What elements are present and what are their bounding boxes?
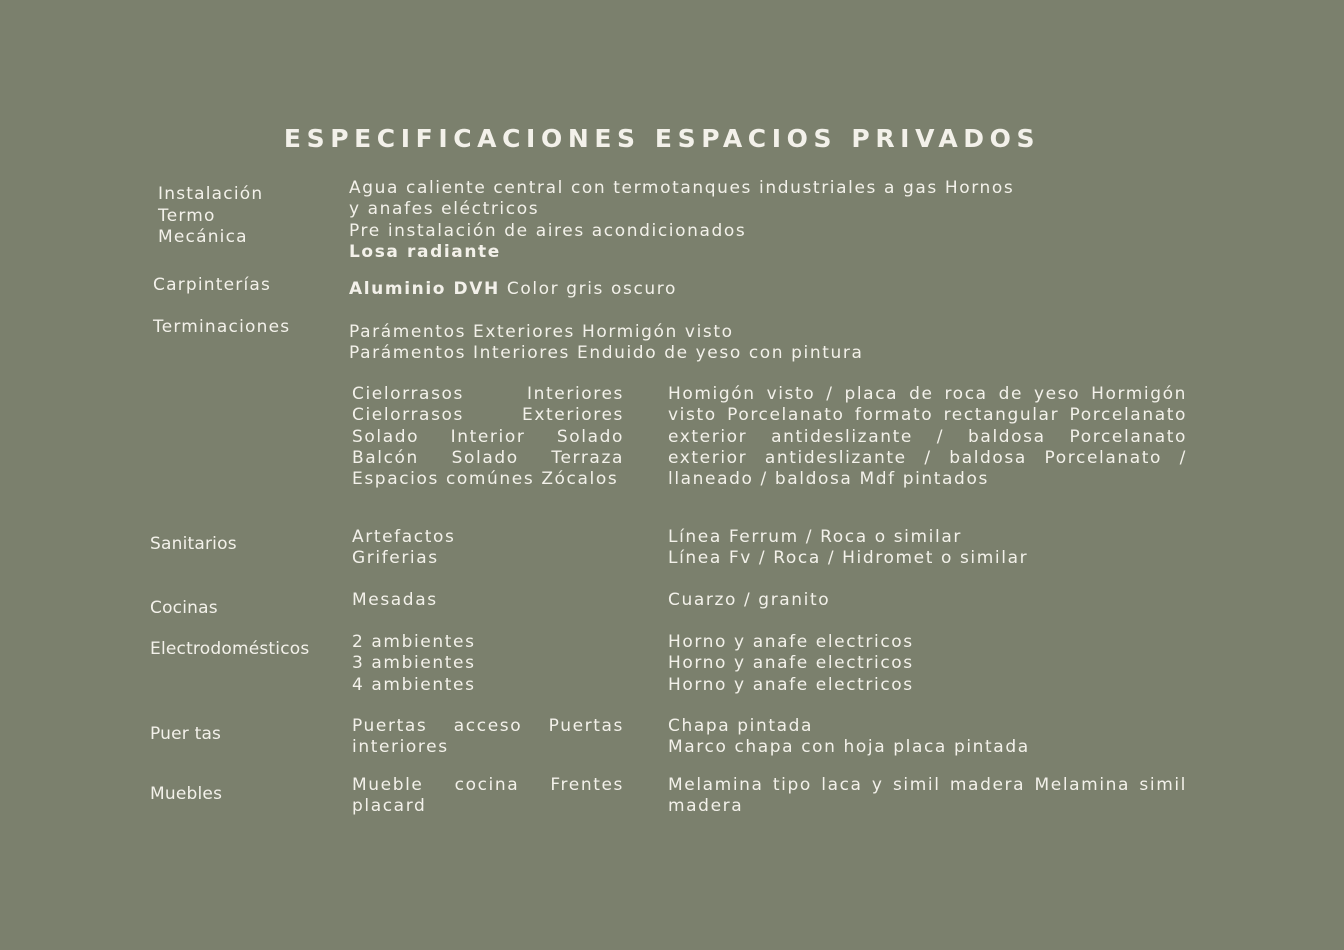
detail-line: Parámentos Exteriores Hormigón visto: [349, 322, 734, 342]
section-label-carpinterias: Carpinterías: [153, 275, 272, 295]
item-line: 3 ambientes: [352, 653, 476, 674]
section-label-sanitarios: Sanitarios: [150, 534, 237, 554]
desc-line: Línea Fv / Roca / Hidromet o similar: [668, 548, 1029, 569]
desc-line: Marco chapa con hoja placa pintada: [668, 737, 1030, 758]
label-line: Instalación: [158, 184, 264, 204]
item-line: Artefactos: [352, 527, 456, 547]
detail-line: Pre instalación de aires acondicionados: [349, 220, 747, 241]
muebles-descriptions: Melamina tipo laca y simil madera Melamina simil madera: [668, 775, 1187, 817]
label-line: Mecánica: [158, 227, 248, 247]
detail-bold: Aluminio DVH: [349, 279, 500, 299]
item-line: 2 ambientes: [352, 632, 476, 652]
cocinas-description: Cuarzo / granito: [668, 590, 831, 610]
terminaciones-items: Cielorrasos Interiores Cielorrasos Exteriores Solado Interior Solado Balcón Solado Terraza Espacios comúnes Zócalos: [352, 384, 624, 490]
section-label-terminaciones: Terminaciones: [153, 317, 291, 337]
electro-descriptions: [668, 632, 914, 696]
item-line: Griferias: [352, 548, 439, 569]
muebles-items: Mueble cocina Frentes placard: [352, 775, 624, 817]
desc-line: Horno y anafe electricos: [668, 653, 914, 674]
detail-line: Agua caliente central con termotanques industriales a gas Hornos: [349, 178, 1015, 198]
detail-text: Color gris oscuro: [499, 279, 678, 299]
cocinas-item: Mesadas: [352, 590, 438, 610]
section-label-cocinas: Cocinas: [150, 598, 218, 618]
section-label-puertas: Puer tas: [150, 724, 222, 744]
label-line: Termo: [158, 205, 216, 226]
section-label-muebles: Muebles: [150, 784, 223, 804]
terminaciones-details: [349, 322, 864, 365]
instalacion-details: [349, 178, 1014, 263]
terminaciones-descriptions: Homigón visto / placa de roca de yeso Hormigón visto Porcelanato formato rectangular Porcelanato exterior antideslizante / baldosa Porcelanato exterior antideslizante / baldosa Porcelanato / llaneado / baldosa Mdf pintados: [668, 384, 1187, 490]
sanitarios-descriptions: [668, 527, 1028, 570]
desc-line: Horno y anafe electricos: [668, 632, 914, 652]
desc-line: Línea Ferrum / Roca o similar: [668, 527, 962, 547]
section-label-instalacion: [158, 184, 263, 249]
puertas-descriptions: [668, 716, 1030, 759]
page-title: ESPECIFICACIONES ESPACIOS PRIVADOS: [283, 124, 1041, 153]
desc-line: Horno y anafe electricos: [668, 674, 914, 695]
detail-line-bold: Losa radiante: [349, 241, 501, 262]
desc-line: Chapa pintada: [668, 716, 814, 736]
electro-items: [352, 632, 476, 696]
item-line: 4 ambientes: [352, 674, 476, 695]
puertas-items: Puertas acceso Puertas interiores: [352, 716, 624, 758]
detail-line: y anafes eléctricos: [349, 199, 540, 220]
section-label-electrodomesticos: Electrodomésticos: [150, 639, 310, 659]
detail-line: Parámentos Interiores Enduido de yeso con pintura: [349, 343, 864, 364]
carpinterias-details: [349, 279, 677, 300]
sanitarios-items: [352, 527, 455, 570]
